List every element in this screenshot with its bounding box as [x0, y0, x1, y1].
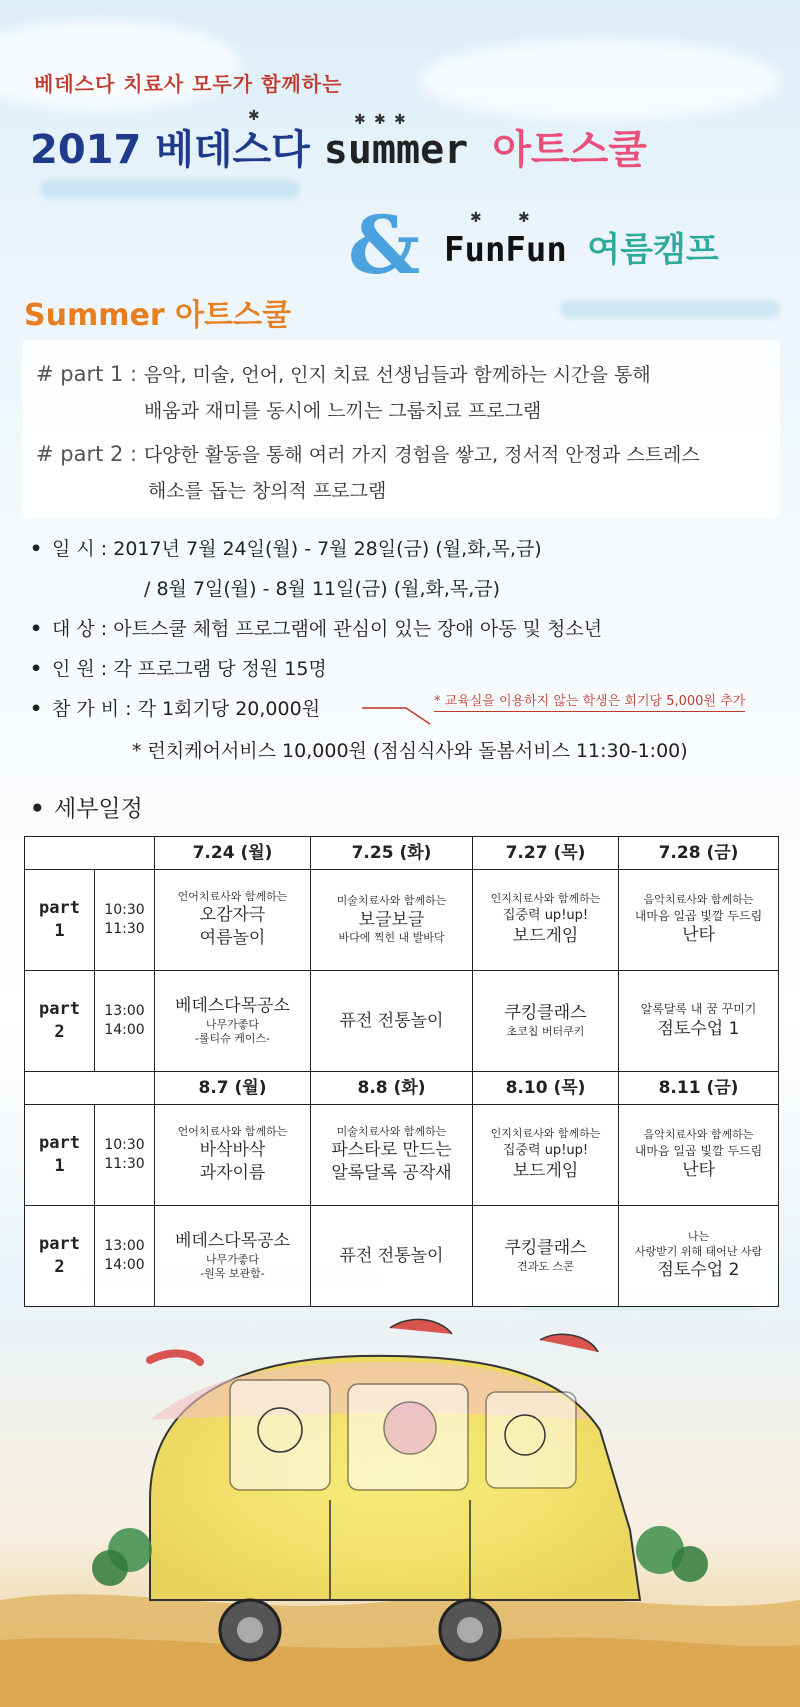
- bullet: •: [30, 796, 45, 822]
- day-header: 7.24 (월): [155, 837, 311, 870]
- program-cell: 알록달록 내 꿈 꾸미기 점토수업 1: [619, 971, 779, 1072]
- part-cell: part 2: [25, 1206, 95, 1307]
- fee-value: 각 1회기당 20,000원: [137, 698, 321, 720]
- cloud-decoration: [420, 40, 780, 120]
- schedule-heading-text: 세부일정: [54, 796, 143, 822]
- fee-label: 참 가 비 :: [52, 698, 138, 720]
- day-header: 7.25 (화): [311, 837, 473, 870]
- program-cell: 쿠킹클래스 초코칩 버터쿠키: [473, 971, 619, 1072]
- sub-title-funfun: FunFun: [444, 230, 588, 270]
- program-cell: 미술치료사와 함께하는 파스타로 만드는 알록달록 공작새: [311, 1105, 473, 1206]
- program-cell: 나는 사랑받기 위해 태어난 사람 점토수업 2: [619, 1206, 779, 1307]
- bullet: •: [30, 658, 43, 680]
- fee-note: * 교육실을 이용하지 않는 학생은 회기당 5,000원 추가: [434, 690, 745, 712]
- date-line1: 2017년 7월 24일(월) - 7월 28일(금) (월,화,목,금): [113, 538, 542, 560]
- header-subtitle: 베데스다 치료사 모두가 함께하는: [34, 72, 343, 96]
- program-cell: 퓨전 전통놀이: [311, 971, 473, 1072]
- time-cell: 10:30 11:30: [95, 870, 155, 971]
- sub-title: [444, 222, 719, 271]
- program-cell: 베데스다목공소 나무가좋다 -원목 보관함-: [155, 1206, 311, 1307]
- main-title: [30, 118, 647, 175]
- section-heading: Summer 아트스쿨: [24, 298, 291, 333]
- arrow-line-icon: [360, 700, 434, 728]
- program-cell: 인지치료사와 함께하는 집중력 up!up! 보드게임: [473, 1105, 619, 1206]
- table-row: [25, 1105, 779, 1206]
- sky-stroke-decoration: [40, 180, 300, 198]
- program-cell: 음악치료사와 함께하는 내마음 일곱 빛깔 두드림 난타: [619, 1105, 779, 1206]
- target-label: 대 상 :: [52, 618, 114, 640]
- capacity-label: 인 원 :: [52, 658, 114, 680]
- sub-title-camp: 여름캠프: [587, 230, 719, 270]
- star-icon: ✱: [354, 112, 366, 128]
- capacity-value: 각 프로그램 당 정원 15명: [113, 658, 327, 680]
- table-row: [25, 1072, 779, 1105]
- program-cell: 쿠킹클래스 견과도 스콘: [473, 1206, 619, 1307]
- part1-line1: 음악, 미술, 언어, 인지 치료 선생님들과 함께하는 시간을 통해: [143, 364, 651, 386]
- program-cell: 미술치료사와 함께하는 보글보글 바다에 찍힌 내 발바닥: [311, 870, 473, 971]
- bullet: •: [30, 538, 43, 560]
- day-header: 8.10 (목): [473, 1072, 619, 1105]
- part2-line2: 해소를 돕는 창의적 프로그램: [148, 480, 387, 502]
- title-summer: summer: [323, 127, 493, 173]
- bullet: •: [30, 698, 43, 720]
- part2-tag: # part 2 :: [36, 442, 144, 466]
- day-header: 7.27 (목): [473, 837, 619, 870]
- day-header: 8.11 (금): [619, 1072, 779, 1105]
- schedule-heading: [30, 790, 143, 823]
- table-corner-cell: [25, 837, 155, 870]
- ampersand-mark: &: [348, 198, 421, 292]
- car-illustration: [0, 1300, 800, 1707]
- day-header: 8.7 (월): [155, 1072, 311, 1105]
- target-value: 아트스쿨 체험 프로그램에 관심이 있는 장애 아동 및 청소년: [113, 618, 603, 640]
- schedule-table: [24, 836, 779, 1307]
- star-icon: ✱: [518, 210, 530, 226]
- part-cell: part 1: [25, 1105, 95, 1206]
- day-header: 7.28 (금): [619, 837, 779, 870]
- part2-line1: 다양한 활동을 통해 여러 가지 경험을 쌓고, 정서적 안정과 스트레스: [143, 444, 700, 466]
- part-cell: part 1: [25, 870, 95, 971]
- info-fee: [30, 694, 320, 721]
- star-icon: ✱: [374, 112, 386, 128]
- info-capacity: [30, 654, 327, 681]
- day-header: 8.8 (화): [311, 1072, 473, 1105]
- program-cell: 언어치료사와 함께하는 오감자극 여름놀이: [155, 870, 311, 971]
- title-year-name: 2017 베데스다: [30, 127, 324, 173]
- table-row: [25, 837, 779, 870]
- info-date: [30, 534, 542, 561]
- part1-line2: 배움과 재미를 동시에 느끼는 그룹치료 프로그램: [144, 400, 542, 422]
- intro-box: [22, 340, 780, 518]
- table-row: [25, 870, 779, 971]
- lunch-note: * 런치케어서비스 10,000원 (점심식사와 돌봄서비스 11:30-1:00): [132, 740, 688, 762]
- program-cell: 음악치료사와 함께하는 내마음 일곱 빛깔 두드림 난타: [619, 870, 779, 971]
- program-cell: 베데스다목공소 나무가좋다 -롤티슈 케이스-: [155, 971, 311, 1072]
- intro-part2: [36, 440, 700, 467]
- time-cell: 10:30 11:30: [95, 1105, 155, 1206]
- table-row: [25, 971, 779, 1072]
- table-row: [25, 1206, 779, 1307]
- star-icon: ✱: [470, 210, 482, 226]
- program-cell: 인지치료사와 함께하는 집중력 up!up! 보드게임: [473, 870, 619, 971]
- title-artschool: 아트스쿨: [492, 127, 647, 173]
- time-cell: 13:00 14:00: [95, 1206, 155, 1307]
- date-label: 일 시 :: [52, 538, 114, 560]
- program-cell: 퓨전 전통놀이: [311, 1206, 473, 1307]
- intro-part1: [36, 360, 651, 387]
- program-cell: 언어치료사와 함께하는 바삭바삭 과자이름: [155, 1105, 311, 1206]
- info-target: [30, 614, 602, 641]
- star-icon: ✱: [394, 112, 406, 128]
- part1-tag: # part 1 :: [36, 362, 144, 386]
- date-line2: / 8월 7일(월) - 8월 11일(금) (월,화,목,금): [144, 578, 501, 600]
- star-icon: ✱: [248, 108, 260, 124]
- part-cell: part 2: [25, 971, 95, 1072]
- table-corner-cell: [25, 1072, 155, 1105]
- bullet: •: [30, 618, 43, 640]
- time-cell: 13:00 14:00: [95, 971, 155, 1072]
- sky-stroke-decoration: [560, 300, 780, 318]
